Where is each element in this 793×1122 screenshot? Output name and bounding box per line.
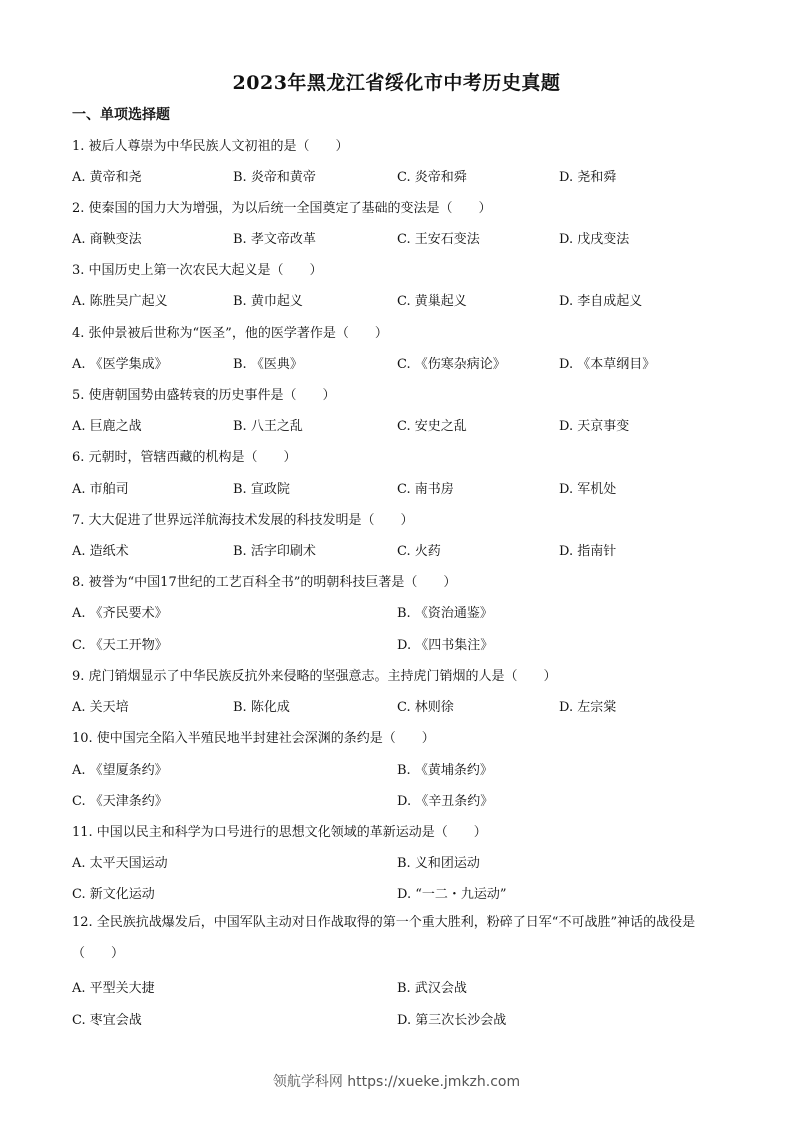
q6-option-c: C. 南书房 bbox=[397, 482, 454, 497]
q10-option-b: B. 《黄埔条约》 bbox=[397, 763, 493, 778]
q10-option-a: A. 《望厦条约》 bbox=[72, 763, 168, 778]
q1-option-d: D. 尧和舜 bbox=[559, 170, 617, 185]
question-stem-11: 11. 中国以民主和科学为口号进行的思想文化领域的革新运动是（ ） bbox=[72, 825, 487, 840]
q1-option-c: C. 炎帝和舜 bbox=[397, 170, 467, 185]
question-stem-1: 1. 被后人尊崇为中华民族人文初祖的是（ ） bbox=[72, 139, 349, 154]
q5-option-c: C. 安史之乱 bbox=[397, 419, 467, 434]
q3-option-d: D. 李自成起义 bbox=[559, 294, 643, 309]
q10-option-d: D. 《辛丑条约》 bbox=[397, 794, 494, 809]
q10-option-c: C. 《天津条约》 bbox=[72, 794, 168, 809]
q3-option-b: B. 黄巾起义 bbox=[233, 294, 303, 309]
q11-option-b: B. 义和团运动 bbox=[397, 856, 480, 871]
q9-option-a: A. 关天培 bbox=[72, 700, 129, 715]
q7-option-b: B. 活字印刷术 bbox=[233, 544, 316, 559]
q5-option-d: D. 天京事变 bbox=[559, 419, 630, 434]
q7-option-c: C. 火药 bbox=[397, 544, 441, 559]
page-footer-watermark: 领航学科网 https://xueke.jmkzh.com bbox=[272, 1074, 521, 1090]
q6-option-b: B. 宣政院 bbox=[233, 482, 290, 497]
q9-option-b: B. 陈化成 bbox=[233, 700, 290, 715]
q2-option-c: C. 王安石变法 bbox=[397, 232, 480, 247]
q1-option-b: B. 炎帝和黄帝 bbox=[233, 170, 316, 185]
q11-option-a: A. 太平天国运动 bbox=[72, 856, 168, 871]
q8-option-b: B. 《资治通鉴》 bbox=[397, 606, 493, 621]
question-stem-2: 2. 使秦国的国力大为增强，为以后统一全国奠定了基础的变法是（ ） bbox=[72, 201, 492, 216]
q4-option-c: C. 《伤寒杂病论》 bbox=[397, 357, 506, 372]
question-stem-10: 10. 使中国完全陷入半殖民地半封建社会深渊的条约是（ ） bbox=[72, 731, 435, 746]
q9-option-d: D. 左宗棠 bbox=[559, 700, 617, 715]
q3-option-a: A. 陈胜吴广起义 bbox=[72, 294, 168, 309]
q6-option-a: A. 市舶司 bbox=[72, 482, 129, 497]
q11-option-d: D. “一二・九运动” bbox=[397, 887, 507, 902]
q11-option-c: C. 新文化运动 bbox=[72, 887, 155, 902]
q4-option-b: B. 《医典》 bbox=[233, 357, 303, 372]
q12-option-c: C. 枣宜会战 bbox=[72, 1013, 142, 1028]
q5-option-a: A. 巨鹿之战 bbox=[72, 419, 142, 434]
q12-option-a: A. 平型关大捷 bbox=[72, 981, 155, 996]
question-stem-5: 5. 使唐朝国势由盛转衰的历史事件是（ ） bbox=[72, 388, 336, 403]
question-stem-7: 7. 大大促进了世界远洋航海技术发展的科技发明是（ ） bbox=[72, 513, 414, 528]
question-stem-9: 9. 虎门销烟显示了中华民族反抗外来侵略的坚强意志。主持虎门销烟的人是（ ） bbox=[72, 669, 557, 684]
q4-option-a: A. 《医学集成》 bbox=[72, 357, 168, 372]
page-title: 2023年黑龙江省绥化市中考历史真题 bbox=[232, 72, 561, 94]
q2-option-a: A. 商鞅变法 bbox=[72, 232, 142, 247]
q2-option-b: B. 孝文帝改革 bbox=[233, 232, 316, 247]
q1-option-a: A. 黄帝和尧 bbox=[72, 170, 142, 185]
q3-option-c: C. 黄巢起义 bbox=[397, 294, 467, 309]
q7-option-d: D. 指南针 bbox=[559, 544, 617, 559]
q8-option-d: D. 《四书集注》 bbox=[397, 638, 494, 653]
question-stem-4: 4. 张仲景被后世称为“医圣”，他的医学著作是（ ） bbox=[72, 326, 388, 341]
q12-option-b: B. 武汉会战 bbox=[397, 981, 467, 996]
q2-option-d: D. 戊戌变法 bbox=[559, 232, 630, 247]
question-stem-3: 3. 中国历史上第一次农民大起义是（ ） bbox=[72, 263, 323, 278]
question-stem-12: 12. 全民族抗战爆发后，中国军队主动对日作战取得的第一个重大胜利，粉碎了日军“不可战胜”神话的战役是（ ） bbox=[72, 915, 696, 961]
q8-option-c: C. 《天工开物》 bbox=[72, 638, 168, 653]
q8-option-a: A. 《齐民要术》 bbox=[72, 606, 168, 621]
question-stem-8: 8. 被誉为“中国17世纪的工艺百科全书”的明朝科技巨著是（ ） bbox=[72, 575, 457, 590]
q6-option-d: D. 军机处 bbox=[559, 482, 617, 497]
q9-option-c: C. 林则徐 bbox=[397, 700, 454, 715]
question-stem-6: 6. 元朝时，管辖西藏的机构是（ ） bbox=[72, 450, 297, 465]
q4-option-d: D. 《本草纲目》 bbox=[559, 357, 656, 372]
q7-option-a: A. 造纸术 bbox=[72, 544, 129, 559]
q12-option-d: D. 第三次长沙会战 bbox=[397, 1013, 507, 1028]
q5-option-b: B. 八王之乱 bbox=[233, 419, 303, 434]
section-heading: 一、单项选择题 bbox=[72, 107, 170, 123]
